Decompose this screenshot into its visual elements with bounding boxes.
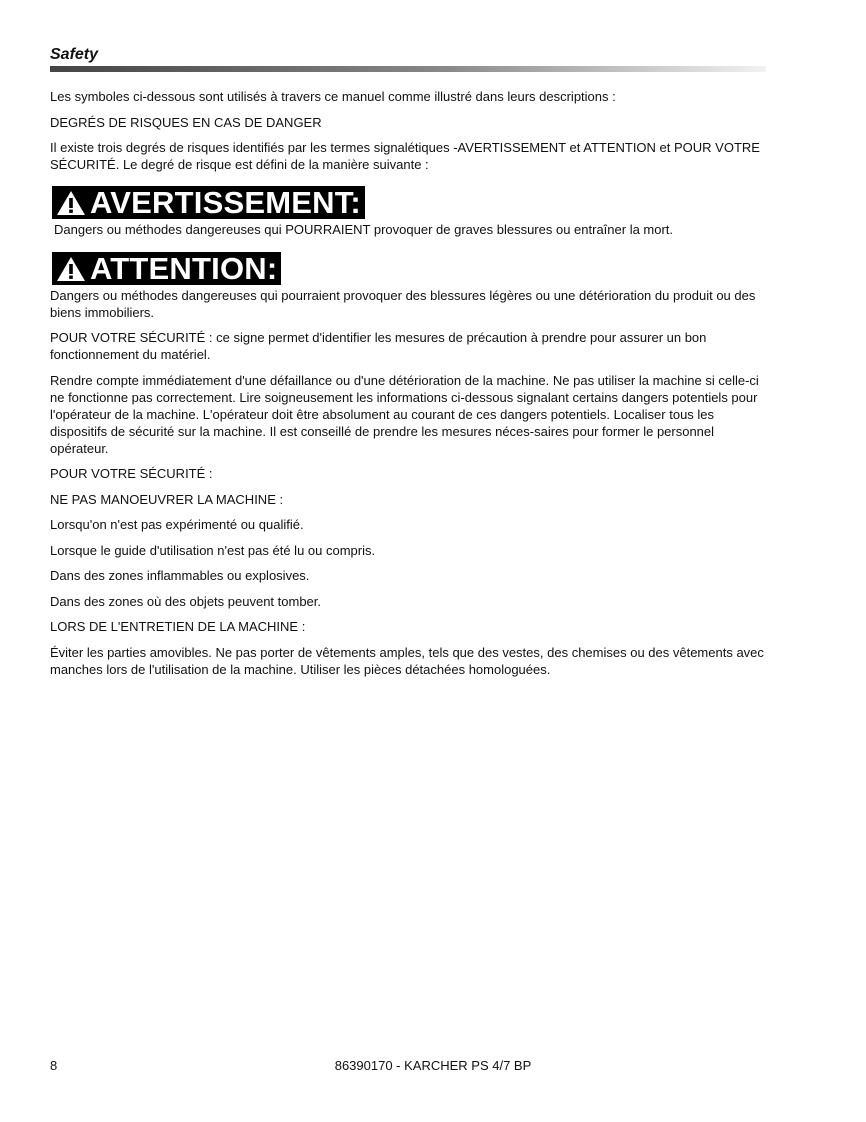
warning-triangle-icon xyxy=(56,256,86,282)
page-number: 8 xyxy=(50,1058,58,1073)
no-operate-heading: NE PAS MANOEUVRER LA MACHINE : xyxy=(50,492,284,507)
report-paragraph: Rendre compte immédiatement d'une défaillance ou d'une détérioration de la machine. Ne pas utiliser la machine si celle-ci ne fonctionne pas correctement. Lire soigneusement les informations ci-dessous signalant certains dangers potentiels pour l'opérateur de la machine. L'opérateur doit être absolument au courant de ces dangers potentiels. Localiser tous les dispositifs de sécurité sur la machine. Il est conseillé de prendre les mesures néces-saires pour former le personnel opérateur. xyxy=(50,373,759,456)
intro-paragraph: Les symboles ci-dessous sont utilisés à travers ce manuel comme illustré dans leurs descriptions : xyxy=(50,89,616,104)
safety-note-paragraph: POUR VOTRE SÉCURITÉ : ce signe permet d'identifier les mesures de précaution à prendre pour assurer un bon fonctionnement du matériel. xyxy=(50,330,707,362)
footer-document-title: 86390170 - KARCHER PS 4/7 BP xyxy=(334,1058,532,1073)
section-title: Safety xyxy=(50,46,99,63)
warning-signal-label: AVERTISSEMENT: xyxy=(90,185,361,220)
caution-signal-panel xyxy=(52,252,281,285)
list-item: Lorsque le guide d'utilisation n'est pas été lu ou compris. xyxy=(50,543,376,558)
header-rule xyxy=(50,66,766,72)
caution-description: Dangers ou méthodes dangereuses qui pourraient provoquer des blessures légères ou une détérioration du produit ou des biens immobiliers. xyxy=(50,288,756,320)
maintenance-paragraph: Éviter les parties amovibles. Ne pas porter de vêtements amples, tels que des vestes, des chemises ou des vêtements avec manches lors de l'utilisation de la machine. Utiliser les pièces détachées homologuées. xyxy=(50,645,764,677)
maintenance-heading: LORS DE L'ENTRETIEN DE LA MACHINE : xyxy=(50,619,306,634)
safety-heading: POUR VOTRE SÉCURITÉ : xyxy=(50,466,213,481)
caution-signal-label: ATTENTION: xyxy=(90,251,278,286)
warning-description: Dangers ou méthodes dangereuses qui POURRAIENT provoquer de graves blessures ou entraîner la mort. xyxy=(54,222,674,237)
list-item: Dans des zones où des objets peuvent tomber. xyxy=(50,594,322,609)
list-item: Dans des zones inflammables ou explosives. xyxy=(50,568,310,583)
risk-heading: DEGRÉS DE RISQUES EN CAS DE DANGER xyxy=(50,115,322,130)
warning-triangle-icon xyxy=(56,190,86,216)
list-item: Lorsqu'on n'est pas expérimenté ou qualifié. xyxy=(50,517,304,532)
risk-paragraph: Il existe trois degrés de risques identifiés par les termes signalétiques -AVERTISSEMENT et ATTENTION et POUR VOTRE SÉCURITÉ. Le degré de risque est défini de la manière suivante : xyxy=(50,140,760,172)
warning-signal-panel xyxy=(52,186,365,219)
